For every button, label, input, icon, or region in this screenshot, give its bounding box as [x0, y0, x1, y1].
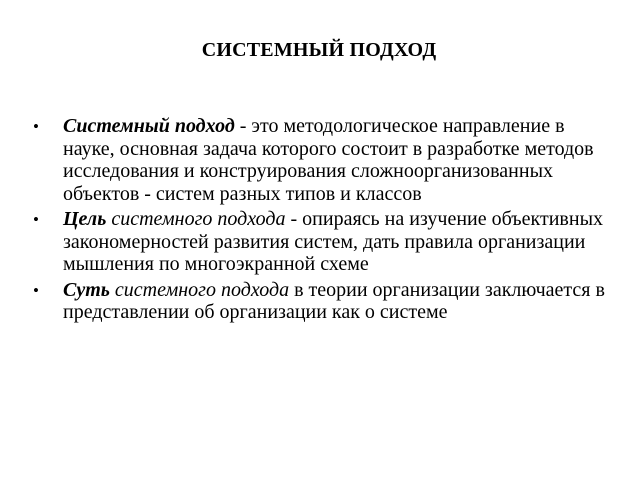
bullet-list: [30, 115, 610, 327]
bullet-item-goal: [30, 208, 610, 276]
bullet-item-systems-approach: [30, 115, 610, 205]
term-goal: Цель: [63, 208, 107, 230]
term-goal-tail: системного подхода: [106, 208, 286, 230]
term-essence: Суть: [63, 278, 110, 301]
bullet-dot-icon: •: [33, 280, 39, 300]
definition-text: - это методологическое направление в науке, основная задача которого состоит в разработке методов исследования и конструирования сложноорганизованных объектов - систем разных типов и классов: [63, 115, 594, 205]
term-essence-tail: системного подхода: [109, 278, 290, 301]
bullet-item-essence: [30, 279, 610, 324]
essence-text: в теории организации заключается в представлении об организации как о системе: [63, 278, 605, 323]
slide-title: СИСТЕМНЫЙ ПОДХОД: [201, 39, 437, 61]
bullet-dot-icon: •: [33, 210, 39, 229]
bullet-dot-icon: •: [33, 117, 39, 136]
goal-text: - опираясь на изучение объективных закономерностей развития систем, дать правила организации мышления по многоэкранной схеме: [63, 208, 603, 275]
term-systems-approach: Системный подход: [63, 115, 235, 137]
